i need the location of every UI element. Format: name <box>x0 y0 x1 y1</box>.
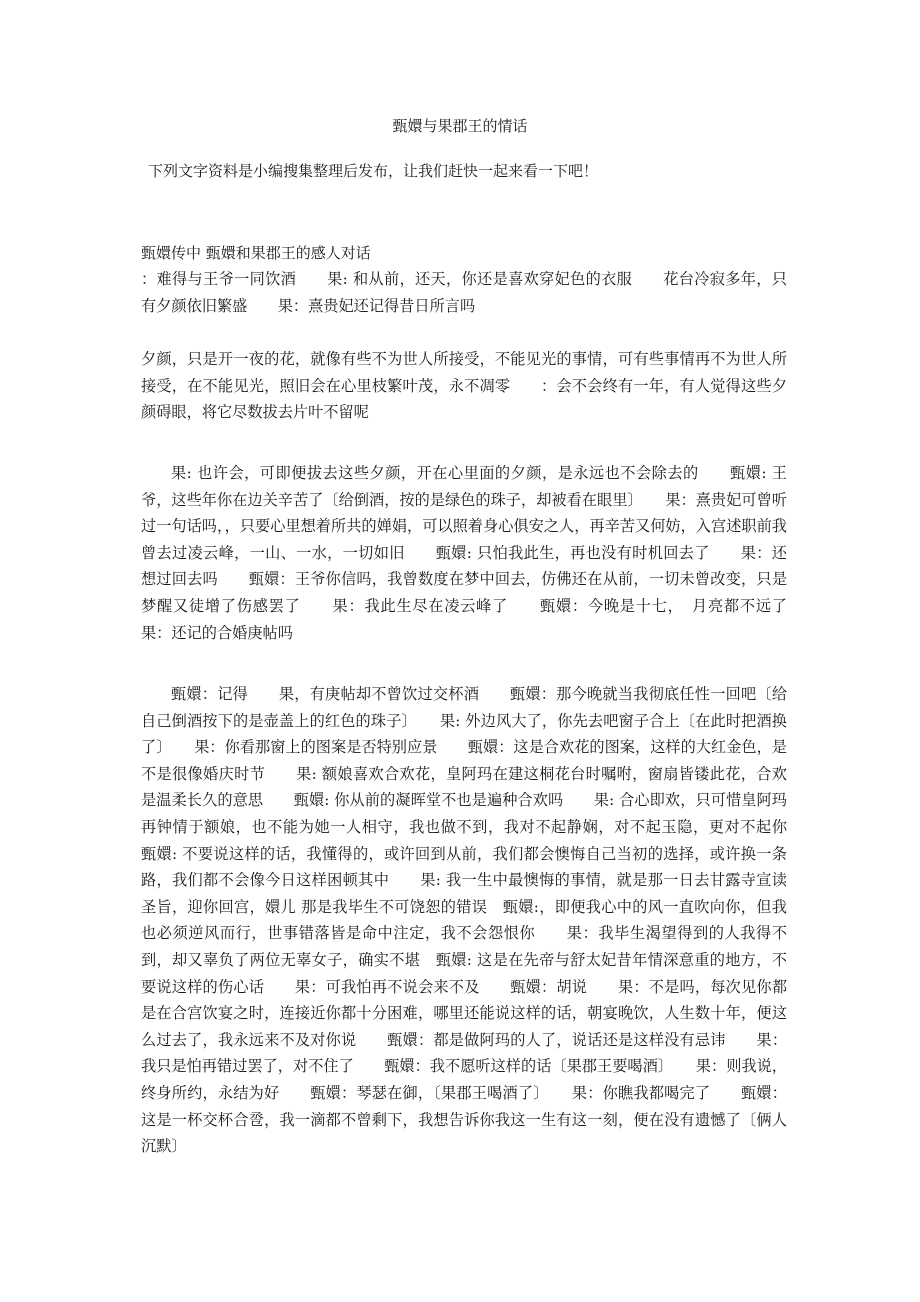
intro-line: 下列文字资料是小编搜集整理后发布，让我们赶快一起来看一下吧！ <box>148 162 599 180</box>
dialogue-paragraph-1: ：难得与王爷一同饮酒 果: 和从前，还天，你还是喜欢穿妃色的衣服 花台冷寂多年，只有夕颜依旧繁盛 果：熹贵妃还记得昔日所言吗 <box>141 270 787 315</box>
dialogue-paragraph-2: 夕颜，只是开一夜的花，就像有些不为世人所接受，不能见光的事情，可有些事情再不为世人所接受，在不能见光，照旧会在心里枝繁叶茂，永不凋零 ：会不会终有一年，有人觉得这些夕颜碍眼，将它尽数拔去片叶不留呢 <box>141 350 787 422</box>
dialogue-paragraph-3: 果: 也许会，可即便拔去这些夕颜，开在心里面的夕颜，是永远也不会除去的 甄嬛: 王爷，这些年你在边关辛苦了〔给倒酒，按的是绿色的珠子，却被看在眼里〕 果：熹贵妃可曾听过一句话吗，，只要心里想着所共的婵娟，可以照着身心俱安之人，再辛苦又何妨，入宫述职前我曾去过凌云峰，一山、一水，一切如旧 甄嬛: 只怕我此生，再也没有时机回去了 果：还想过回去吗 甄嬛：王爷你信吗，我曾数度在梦中回去，仿佛还在从前，一切未曾改变，只是梦醒又徒增了伤感罢了 果：我此生尽在凌云峰了 甄嬛：今晚是十七， 月亮都不远了 果：还记的合婚庚帖吗 <box>141 464 818 642</box>
section-heading: 甄嬛传中 甄嬛和果郡王的感人对话 <box>141 244 371 262</box>
page-title: 甄嬛与果郡王的情话 <box>392 117 528 135</box>
dialogue-paragraph-4: 甄嬛：记得 果，有庚帖却不曾饮过交杯酒 甄嬛：那今晚就当我彻底任性一回吧〔给自己倒酒按下的是壶盖上的红色的珠子〕 果: 外边风大了，你先去吧窗子合上〔在此时把酒换了〕 果：你看那窗上的图案是否特别应景 甄嬛：这是合欢花的图案，这样的大红金色，是不是很像婚庆时节 果: 额娘喜欢合欢花，皇阿玛在建这桐花台时嘱咐，窗扇皆镂此花，合欢是温柔长久的意思 甄嬛: 你从前的凝晖堂不也是遍种合欢吗 果: 合心即欢，只可惜皇阿玛再钟情于额娘，也不能为她一人相守，我也做不到，我对不起静娴，对不起玉隐，更对不起你 甄嬛: 不要说这样的话，我懂得的，或许回到从前，我们都会懊悔自己当初的选择，或许换一条路，我们都不会像今日这样困顿其中 果: 我一生中最懊悔的事情，就是那一日去甘露寺宣读圣旨，迎你回宫，嬛儿 那是我毕生不可饶恕的错误 甄嬛:，即便我心中的风一直吹向你，但我也必须逆风而行，世事错落皆是命中注定，我不会怨恨你 果：我毕生渴望得到的人我得不到，却又辜负了两位无辜女子，确实不堪 甄嬛: 这是在先帝与舒太妃昔年情深意重的地方，不要说这样的伤心话 果：可我怕再不说会来不及 甄嬛：胡说 果：不是吗，每次见你都是在合宫饮宴之时，连接近你都十分困难，哪里还能说这样的话，朝宴晚饮，人生数十年，便这么过去了，我永远来不及对你说 甄嬛：都是做阿玛的人了，说话还是这样没有忌讳 果：我只是怕再错过罢了，对不住了 甄嬛：我不愿听这样的话〔果郡王要喝酒〕 果：则我说，终身所约，永结为好 甄嬛：琴瑟在御，〔果郡王喝酒了〕 果：你瞧我都喝完了 甄嬛：这是一杯交杯合卺，我一滴都不曾剩下，我想告诉你我这一生有这一刻，便在没有遗憾了〔俩人沉默〕 <box>141 685 818 1156</box>
